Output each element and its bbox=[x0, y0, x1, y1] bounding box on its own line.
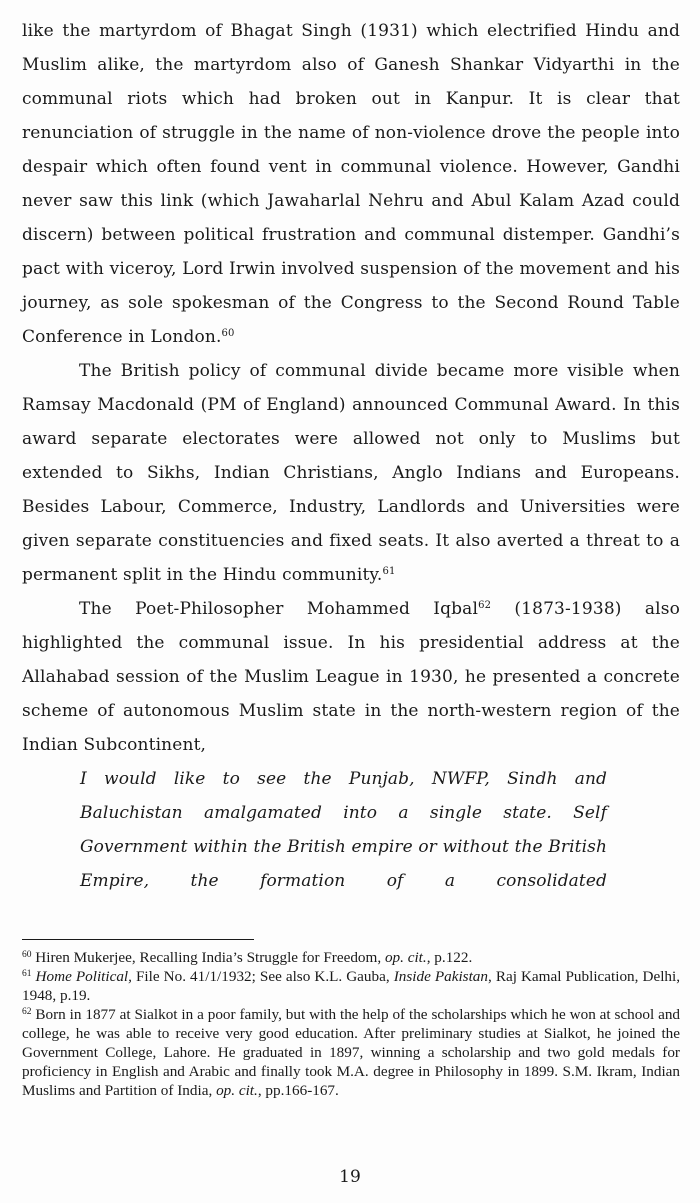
page-number: 19 bbox=[339, 1167, 361, 1187]
paragraph-text: The Poet-Philosopher Mohammed Iqbal bbox=[79, 599, 479, 619]
footnote-ref-61[interactable]: 61 bbox=[382, 566, 396, 577]
footnote-ref-62[interactable]: 62 bbox=[478, 600, 492, 611]
footnote-text-italic: op. cit. bbox=[384, 949, 427, 966]
footnote-text: , p.122. bbox=[426, 949, 473, 966]
footnote-number: 61 bbox=[22, 969, 32, 979]
footnote-ref-60[interactable]: 60 bbox=[221, 328, 235, 339]
paragraph-text: (1873-1938) also highlighted the communal issue. In his presidential address at the Allahabad session of the Muslim League in 1930, he presented a concrete scheme of autonomous Muslim state in the north-western region of the Indian Subcontinent, bbox=[22, 599, 680, 755]
footnote-text: , Raj Kamal Publication, Delhi, 1948, p.19. bbox=[22, 968, 681, 1004]
footnote-text: File No. 41/1/1932; See also K.L. Gauba, bbox=[131, 968, 394, 985]
footnotes-section bbox=[22, 948, 680, 1100]
paragraph-communal-award bbox=[22, 354, 680, 592]
footnote-text-italic: op. cit. bbox=[216, 1082, 258, 1099]
footnote-text: Born in 1877 at Sialkot in a poor family, but with the help of the scholarships which he won at school and college, he was able to receive very good education. After preliminary studies at Sialkot, he joined the Government College, Lahore. He graduated in 1897, winning a scholarship and two gold medals for proficiency in English and Arabic and finally took M.A. degree in Philosophy in 1899. S.M. Ikram, Indian Muslims and Partition of India, bbox=[22, 1006, 681, 1099]
paragraph-gandhi-irwin bbox=[22, 14, 680, 354]
footnote-text-italic: Inside Pakistan bbox=[393, 968, 488, 985]
footnote-text-italic: Home Political, bbox=[35, 968, 132, 985]
footnote-61 bbox=[22, 967, 680, 1005]
footnote-divider bbox=[22, 939, 254, 940]
footnote-number: 60 bbox=[22, 950, 32, 960]
paragraph-iqbal bbox=[22, 592, 680, 762]
footnote-text: Hiren Mukerjee, Recalling India’s Struggle for Freedom, bbox=[35, 949, 385, 966]
footnote-60 bbox=[22, 948, 680, 967]
footnote-62 bbox=[22, 1005, 680, 1100]
page-body bbox=[22, 14, 680, 898]
paragraph-text: The British policy of communal divide became more visible when Ramsay Macdonald (PM of England) announced Communal Award. In this award separate electorates were allowed not only to Muslims but extended to Sikhs, Indian Christians, Anglo Indians and Europeans. Besides Labour, Commerce, Industry, Landlords and Universities were given separate constituencies and fixed seats. It also averted a threat to a permanent split in the Hindu community. bbox=[22, 361, 680, 585]
footnote-number: 62 bbox=[22, 1007, 32, 1017]
block-quote-iqbal: I would like to see the Punjab, NWFP, Sindh and Baluchistan amalgamated into a single state. Self Government within the British empire or without the British Empire, the formation of a consolidated bbox=[80, 769, 607, 891]
footnote-text: , pp.166-167. bbox=[257, 1082, 339, 1099]
paragraph-text: like the martyrdom of Bhagat Singh (1931) which electrified Hindu and Muslim alike, the martyrdom also of Ganesh Shankar Vidyarthi in the communal riots which had broken out in Kanpur. It is clear that renunciation of struggle in the name of non-violence drove the people into despair which often found vent in communal violence. However, Gandhi never saw this link (which Jawaharlal Nehru and Abul Kalam Azad could discern) between political frustration and communal distemper. Gandhi’s pact with viceroy, Lord Irwin involved suspension of the movement and his journey, as sole spokesman of the Congress to the Second Round Table Conference in London. bbox=[22, 21, 680, 347]
